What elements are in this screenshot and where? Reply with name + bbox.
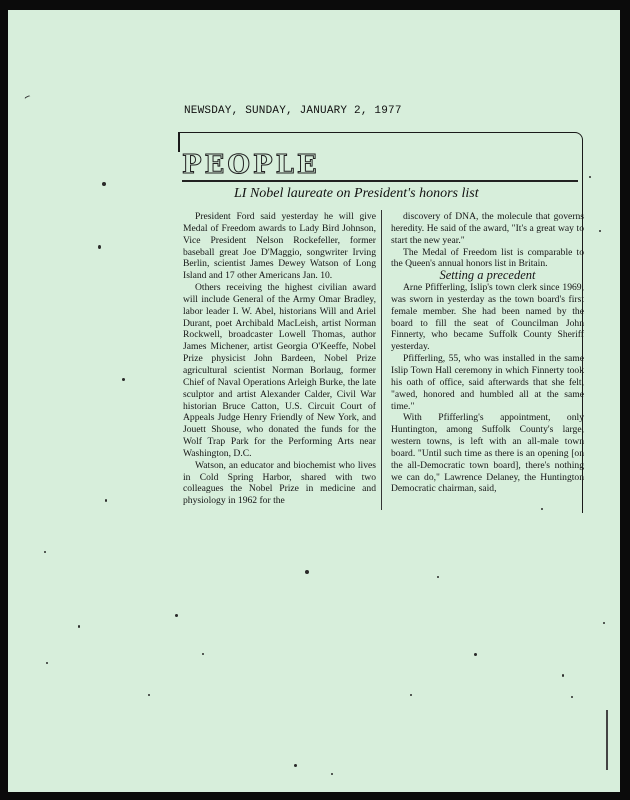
newspaper-clipping xyxy=(178,132,584,510)
paragraph: The Medal of Freedom list is comparable to the Queen's annual honors list in Britain. xyxy=(391,246,584,270)
paragraph: discovery of DNA, the molecule that governs heredity. He said of the award, "It's a great way to start the new year." xyxy=(391,211,584,246)
article-column-1 xyxy=(183,211,376,507)
paragraph: Others receiving the highest civilian award will include General of the Army Omar Bradley, labor leader I. W. Abel, historians Will and Ariel Durant, poet Archibald MacLeish, artist Norman Rockwell, broadcaster Lowell Thomas, author James Michener, artist Georgia O'Keeffe, Nobel Prize physicist John Bardeen, Nobel Prize agricultural scientist Norman Borlaug, former Chief of Naval Operations Arleigh Burke, the late sculptor and artist Alexander Calder, Civil War historian Bruce Catton, U.S. Circuit Court of Appeals Judge Henry Friendly of New York, and Jouett Shouse, who donated the funds for the Wolf Trap Park for the Performing Arts near Washington, D.C. xyxy=(183,282,376,459)
dateline: NEWSDAY, SUNDAY, JANUARY 2, 1977 xyxy=(184,105,402,117)
clipping-frame-corner xyxy=(178,132,180,152)
section-rule xyxy=(182,180,578,182)
subheadline: Setting a precedent xyxy=(439,268,536,283)
paragraph: Pfifferling, 55, who was installed in the same Islip Town Hall ceremony in which Finnerty took his oath of office, said afterwards that she felt, "awed, honored and humbled all at the same time." xyxy=(391,353,584,412)
paragraph: Arne Pfifferling, Islip's town clerk since 1969, was sworn in yesterday as the town board's first female member. She had been named by the board to fill the seat of Councilman John Finnerty, who became Suffolk County Sheriff yesterday. xyxy=(391,282,584,353)
paragraph: President Ford said yesterday he will give Medal of Freedom awards to Lady Bird Johnson, Vice President Nelson Rockefeller, former baseball great Joe D'Maggio, songwriter Irving Berlin, scientist James Dewey Watson of Long Island and 17 other Americans Jan. 10. xyxy=(183,211,376,282)
paragraph: Watson, an educator and biochemist who lives in Cold Spring Harbor, shared with two colleagues the Nobel Prize in medicine and physiology in 1962 for the xyxy=(183,459,376,507)
column-divider xyxy=(381,210,382,510)
section-title: PEOPLE xyxy=(182,150,320,180)
paragraph: With Pfifferling's appointment, only Huntington, among Suffolk County's large, western towns, is left with an all-male town board. "Until such time as there is an opening [on the all-Democratic town board], there's nothing we can do," Lawrence Delaney, the Huntington Democratic chairman, said, xyxy=(391,412,584,495)
scanned-page xyxy=(8,10,620,792)
headline: LI Nobel laureate on President's honors list xyxy=(234,186,479,201)
article-column-2 xyxy=(391,211,584,495)
